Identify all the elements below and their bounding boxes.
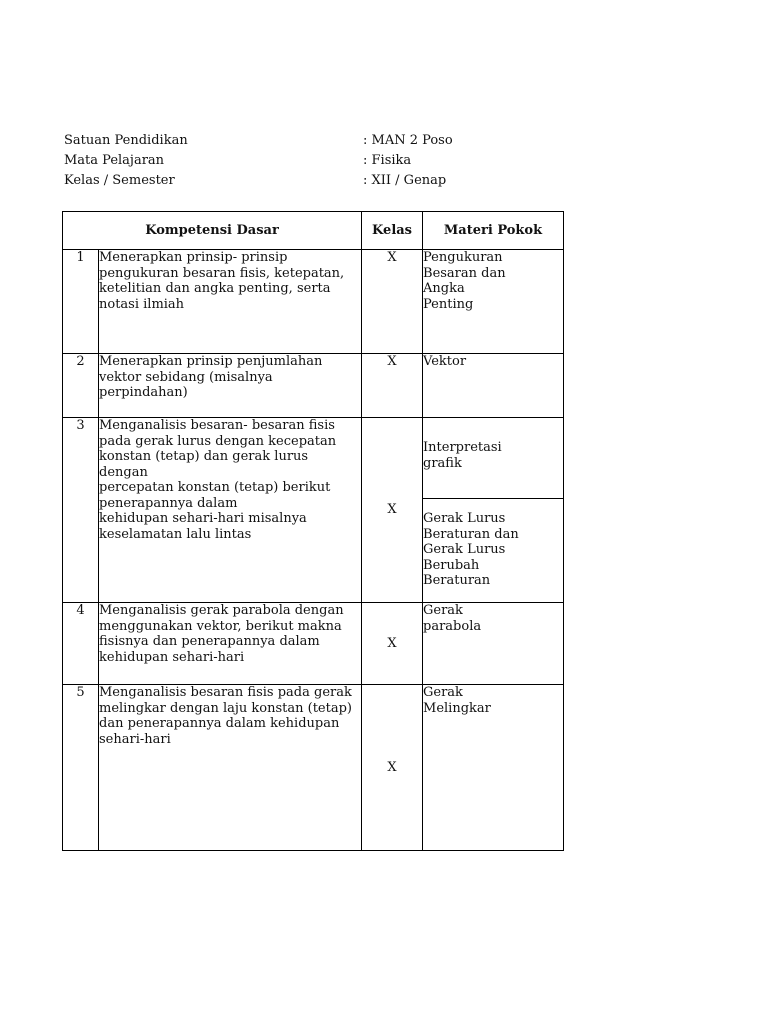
- column-header-materi: Materi Pokok: [423, 212, 564, 250]
- kd-cell: [99, 685, 362, 851]
- kd-cell: [99, 250, 362, 354]
- kd-line: notasi ilmiah: [99, 296, 185, 312]
- kd-line: menggunakan vektor, berikut makna: [99, 618, 342, 634]
- materi-line: Gerak Lurus: [423, 511, 506, 526]
- row-number: 3: [63, 418, 99, 603]
- table-row: [63, 685, 564, 851]
- header-label: Satuan Pendidikan: [64, 133, 188, 148]
- header-value: : XII / Genap: [363, 173, 447, 188]
- kelas-cell: X: [362, 354, 423, 418]
- table-header-row: [63, 212, 564, 250]
- row-number: 2: [63, 354, 99, 418]
- kd-line: Menerapkan prinsip penjumlahan: [99, 354, 323, 369]
- header-row-kelas: [64, 171, 584, 191]
- materi-line: Besaran dan: [423, 265, 506, 281]
- kelas-cell: X: [362, 685, 423, 851]
- materi-sub-b: [423, 499, 563, 589]
- materi-cell: [423, 354, 564, 418]
- kd-line: sehari-hari: [99, 731, 171, 747]
- materi-sub-a: [423, 418, 563, 471]
- materi-line: Gerak: [423, 685, 463, 700]
- materi-line: Melingkar: [423, 700, 491, 716]
- kd-line: vektor sebidang (misalnya: [99, 369, 273, 385]
- kd-cell: [99, 354, 362, 418]
- kd-line: kehidupan sehari-hari misalnya: [99, 511, 307, 526]
- kd-line: Menganalisis gerak parabola dengan: [99, 603, 344, 618]
- column-header-kelas: Kelas: [362, 212, 423, 250]
- header-row-mapel: [64, 151, 584, 171]
- kd-line: ketelitian dan angka penting, serta: [99, 281, 331, 296]
- materi-cell: [423, 499, 564, 603]
- kd-line: perpindahan): [99, 385, 188, 400]
- kd-cell: [99, 418, 362, 603]
- header-label: Kelas / Semester: [64, 173, 175, 188]
- table-row: [63, 250, 564, 354]
- materi-line: Gerak Lurus: [423, 542, 506, 557]
- kd-line: penerapannya dalam: [99, 495, 238, 511]
- kd-line: melingkar dengan laju konstan (tetap): [99, 700, 352, 716]
- kd-line: keselamatan lalu lintas: [99, 526, 252, 542]
- materi-line: Angka: [423, 281, 465, 296]
- kd-line: pengukuran besaran fisis, ketepatan,: [99, 265, 345, 281]
- kompetensi-table: [62, 211, 564, 851]
- materi-line: Vektor: [423, 354, 467, 369]
- materi-line: Berubah: [423, 557, 480, 573]
- kelas-cell: X: [362, 603, 423, 685]
- materi-line: Gerak: [423, 603, 463, 618]
- header-row-satuan: [64, 131, 584, 151]
- table-row: [63, 603, 564, 685]
- row-number: 1: [63, 250, 99, 354]
- kelas-cell: X: [362, 418, 423, 603]
- kd-line: Menganalisis besaran- besaran fisis: [99, 418, 335, 433]
- document-header: [64, 131, 584, 191]
- kd-line: pada gerak lurus dengan kecepatan: [99, 433, 337, 449]
- kd-line: Menerapkan prinsip- prinsip: [99, 250, 288, 265]
- kd-line: konstan (tetap) dan gerak lurus dengan: [99, 449, 309, 480]
- materi-line: Beraturan: [423, 573, 491, 588]
- materi-cell: [423, 250, 564, 354]
- kd-line: Menganalisis besaran fisis pada gerak: [99, 685, 352, 700]
- kd-line: fisisnya dan penerapannya dalam: [99, 634, 320, 649]
- materi-cell: [423, 685, 564, 851]
- materi-line: Beraturan dan: [423, 526, 519, 542]
- header-value: : MAN 2 Poso: [363, 133, 453, 148]
- kelas-cell: X: [362, 250, 423, 354]
- materi-line: parabola: [423, 618, 482, 634]
- materi-line: Pengukuran: [423, 250, 503, 265]
- table-row: [63, 418, 564, 499]
- materi-line: grafik: [423, 455, 462, 471]
- materi-line: Penting: [423, 296, 474, 312]
- column-header-kompetensi: Kompetensi Dasar: [63, 212, 362, 250]
- kd-line: dan penerapannya dalam kehidupan: [99, 716, 340, 731]
- kd-line: percepatan konstan (tetap) berikut: [99, 480, 331, 495]
- materi-line: Interpretasi: [423, 440, 502, 455]
- row-number: 5: [63, 685, 99, 851]
- materi-cell: [423, 603, 564, 685]
- kd-cell: [99, 603, 362, 685]
- materi-cell: [423, 418, 564, 499]
- kd-line: kehidupan sehari-hari: [99, 649, 245, 665]
- row-number: 4: [63, 603, 99, 685]
- header-label: Mata Pelajaran: [64, 153, 165, 168]
- table-row: [63, 354, 564, 418]
- header-value: : Fisika: [363, 153, 412, 168]
